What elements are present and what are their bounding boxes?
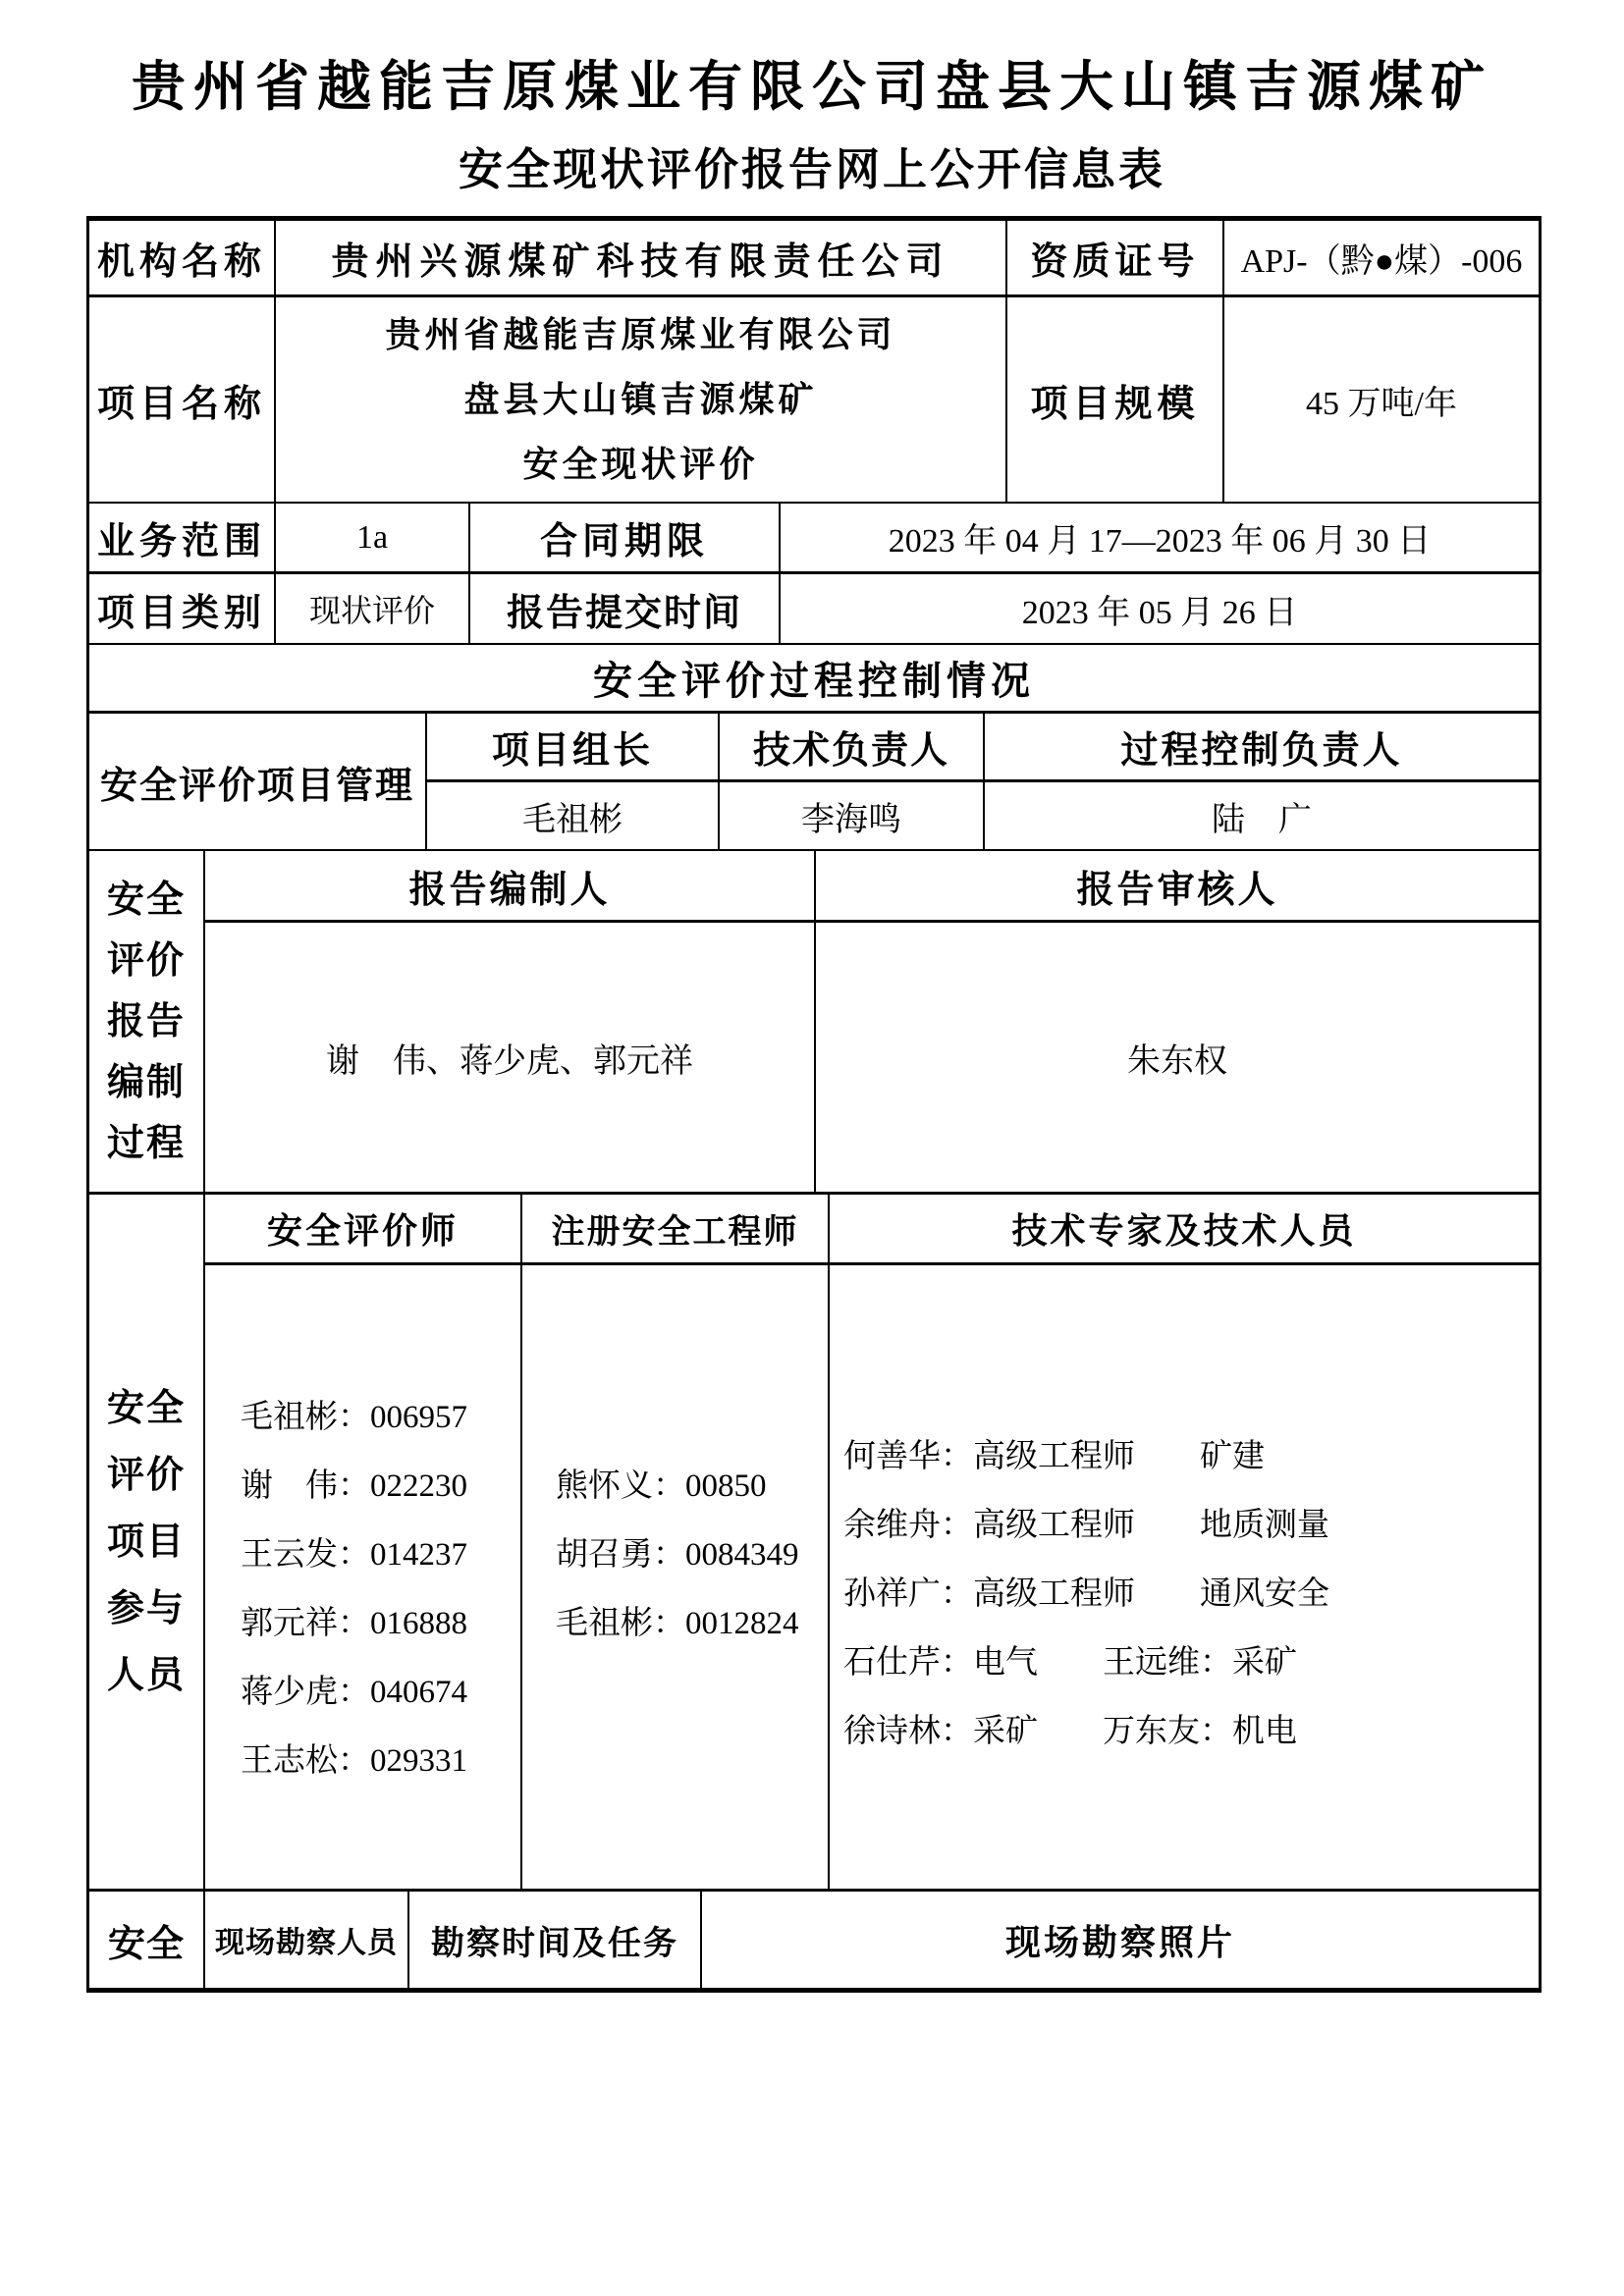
project-scale-label: 项目规模 — [1005, 297, 1222, 502]
participants-right — [203, 1195, 1539, 1889]
evaluator-entry: 蒋少虎：040674 — [241, 1675, 467, 1710]
process-control-header: 安全评价过程控制情况 — [593, 660, 1035, 703]
org-name-label: 机构名称 — [96, 241, 266, 283]
participants-side-label-line: 评价 — [106, 1454, 186, 1496]
project-category-value: 现状评价 — [274, 574, 468, 643]
project-name-label: 项目名称 — [96, 383, 266, 425]
project-name-line: 贵州省越能吉原煤业有限公司 — [385, 314, 896, 354]
compilation-content-row — [203, 923, 1539, 1192]
expert-entry: 孙祥广：高级工程师 通风安全 — [843, 1576, 1329, 1612]
row-project — [89, 297, 1539, 504]
report-submit-value: 2023 年 05 月 26 日 — [779, 574, 1539, 643]
participants-header-row — [203, 1195, 1539, 1265]
row-org — [89, 221, 1539, 297]
engineer-entry: 胡召勇：0084349 — [556, 1537, 799, 1573]
management-names-row — [425, 782, 1539, 849]
expert-entry: 石仕芹：电气 王远维：采矿 — [843, 1645, 1297, 1681]
compilation-side-label — [89, 851, 203, 1192]
evaluator-entry: 王云发：014237 — [241, 1537, 467, 1573]
row-compilation — [89, 851, 1539, 1195]
engineer-column-header: 注册安全工程师 — [520, 1195, 828, 1262]
participants-side-label-line: 参与 — [106, 1587, 186, 1629]
page-title: 贵州省越能吉原煤业有限公司盘县大山镇吉源煤矿 — [131, 56, 1492, 117]
org-name-value: 贵州兴源煤矿科技有限责任公司 — [274, 221, 1005, 294]
row-section-header — [89, 645, 1539, 714]
process-owner-name: 陆 广 — [983, 782, 1539, 849]
report-writer-label: 报告编制人 — [203, 851, 814, 920]
business-scope-value: 1a — [274, 504, 468, 571]
row-management — [89, 714, 1539, 851]
project-leader-label: 项目组长 — [425, 714, 718, 779]
expert-entry: 余维舟：高级工程师 地质测量 — [843, 1508, 1329, 1543]
management-right — [425, 714, 1539, 849]
management-roles-row — [425, 714, 1539, 782]
compilation-side-label-line: 评价 — [106, 939, 186, 982]
compilation-side-label-line: 过程 — [106, 1122, 186, 1164]
contract-period-label: 合同期限 — [468, 504, 779, 571]
process-owner-label: 过程控制负责人 — [983, 714, 1539, 779]
evaluator-entry: 谢 伟：022230 — [241, 1468, 467, 1504]
participants-side-label-line: 项目 — [106, 1521, 186, 1563]
report-submit-label: 报告提交时间 — [468, 574, 779, 643]
site-survey-side-label: 安全 — [107, 1923, 185, 1965]
compilation-side-label-line: 报告 — [106, 1000, 186, 1042]
survey-time-label: 勘察时间及任务 — [407, 1892, 700, 1988]
engineer-entry: 熊怀义：00850 — [556, 1468, 767, 1504]
project-name-value — [274, 297, 1005, 502]
engineer-list — [520, 1265, 828, 1889]
evaluator-entry: 毛祖彬：006957 — [241, 1400, 467, 1435]
participants-side-label-line: 人员 — [106, 1654, 186, 1696]
expert-column-header: 技术专家及技术人员 — [828, 1195, 1539, 1262]
participants-content-row — [203, 1265, 1539, 1889]
project-leader-name: 毛祖彬 — [425, 782, 718, 849]
survey-photo-label: 现场勘察照片 — [700, 1892, 1539, 1988]
expert-list — [828, 1265, 1539, 1889]
info-table — [86, 216, 1542, 1993]
report-reviewer-name: 朱东权 — [814, 923, 1539, 1192]
project-scale-value: 45 万吨/年 — [1222, 297, 1539, 502]
row-category — [89, 574, 1539, 645]
expert-entry: 徐诗林：采矿 万东友：机电 — [843, 1714, 1297, 1749]
evaluator-entry: 郭元祥：016888 — [241, 1606, 467, 1641]
report-writer-names: 谢 伟、蒋少虎、郭元祥 — [203, 923, 814, 1192]
cert-no-value: APJ-（黔●煤）-006 — [1222, 221, 1539, 294]
participants-side-label-line: 安全 — [106, 1387, 186, 1429]
project-management-label: 安全评价项目管理 — [99, 765, 414, 807]
compilation-header-row — [203, 851, 1539, 923]
evaluator-entry: 王志松：029331 — [241, 1743, 467, 1779]
compilation-right — [203, 851, 1539, 1192]
project-name-line: 盘县大山镇吉源煤矿 — [463, 379, 818, 419]
tech-lead-label: 技术负责人 — [718, 714, 983, 779]
cert-no-label: 资质证号 — [1005, 221, 1222, 294]
row-site-survey — [89, 1892, 1539, 1988]
engineer-entry: 毛祖彬：0012824 — [556, 1606, 799, 1641]
project-category-label: 项目类别 — [96, 592, 266, 634]
tech-lead-name: 李海鸣 — [718, 782, 983, 849]
row-participants — [89, 1195, 1539, 1892]
participants-side-label — [89, 1195, 203, 1889]
page-subtitle: 安全现状评价报告网上公开信息表 — [458, 144, 1165, 194]
evaluator-column-header: 安全评价师 — [203, 1195, 520, 1262]
report-reviewer-label: 报告审核人 — [814, 851, 1539, 920]
project-name-line: 安全现状评价 — [522, 444, 759, 484]
survey-staff-label: 现场勘察人员 — [203, 1892, 407, 1988]
row-scope — [89, 504, 1539, 574]
compilation-side-label-line: 安全 — [106, 879, 186, 921]
business-scope-label: 业务范围 — [96, 521, 266, 562]
compilation-side-label-line: 编制 — [106, 1061, 186, 1103]
evaluator-list — [203, 1265, 520, 1889]
contract-period-value: 2023 年 04 月 17—2023 年 06 月 30 日 — [779, 504, 1539, 571]
expert-entry: 何善华：高级工程师 矿建 — [843, 1439, 1265, 1474]
